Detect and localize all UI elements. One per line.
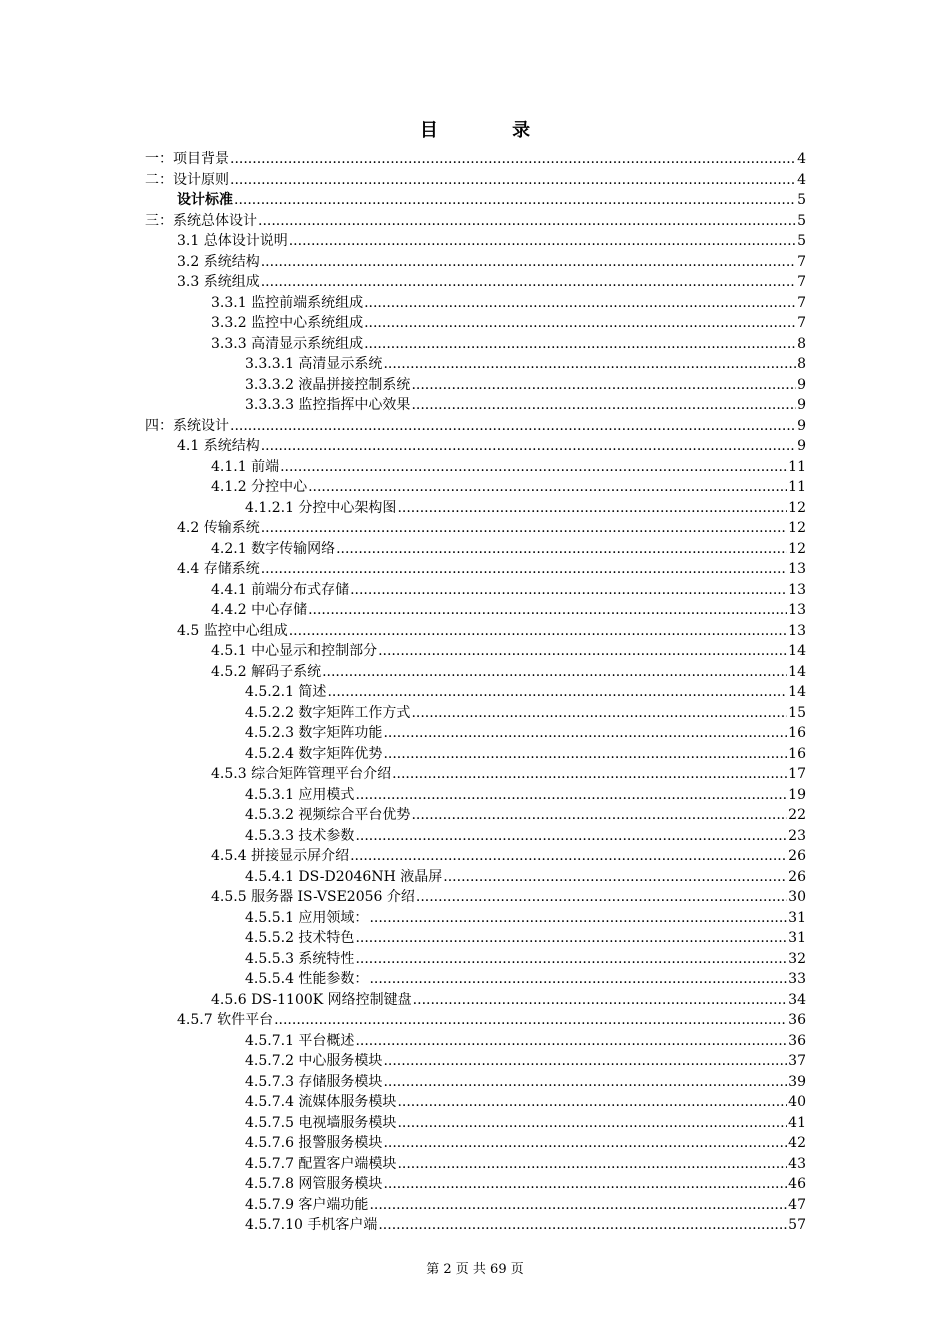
- toc-entry-title: 四：系统设计: [145, 417, 229, 434]
- toc-dot-leader: [355, 1031, 787, 1052]
- toc-title: 目 录: [419, 120, 565, 141]
- toc-entry-page: 34: [788, 991, 806, 1008]
- toc-dot-leader: [261, 272, 796, 293]
- toc-entry-title: 4.5.2.4 数字矩阵优势: [245, 745, 383, 762]
- toc-dot-leader: [383, 1072, 787, 1093]
- toc-entry-title: 4.5.2 解码子系统: [211, 663, 322, 680]
- toc-entry[interactable]: [145, 1154, 806, 1175]
- toc-entry-page: 15: [788, 704, 806, 721]
- toc-entry-title: 3.3.3.2 液晶拼接控制系统: [245, 376, 411, 393]
- toc-entry[interactable]: [145, 518, 806, 539]
- toc-entry-page: 16: [788, 745, 806, 762]
- table-of-contents: [145, 149, 806, 1236]
- toc-entry-page: 9: [797, 417, 806, 434]
- toc-entry-title: 4.5.3.3 技术参数: [245, 827, 355, 844]
- toc-entry-page: 7: [797, 315, 806, 331]
- toc-entry-title: 4.5.6 DS-1100K 网络控制键盘: [211, 991, 412, 1008]
- toc-entry[interactable]: [145, 313, 806, 334]
- toc-dot-leader: [261, 252, 796, 273]
- toc-entry-page: 41: [788, 1114, 806, 1131]
- toc-entry[interactable]: [145, 1215, 806, 1236]
- toc-entry-page: 4: [797, 171, 806, 188]
- toc-entry[interactable]: [145, 1072, 806, 1093]
- toc-entry-page: 46: [788, 1176, 806, 1192]
- toc-entry[interactable]: [145, 211, 806, 232]
- toc-entry-page: 33: [788, 971, 806, 987]
- toc-entry[interactable]: [145, 600, 806, 621]
- toc-entry-page: 7: [797, 274, 806, 290]
- toc-entry-page: 19: [788, 786, 806, 803]
- toc-dot-leader: [397, 498, 787, 519]
- toc-entry-page: 4: [797, 151, 806, 167]
- toc-entry-page: 36: [788, 1032, 806, 1049]
- toc-dot-leader: [274, 1010, 787, 1031]
- toc-entry-page: 9: [797, 376, 806, 393]
- toc-entry[interactable]: [145, 744, 806, 765]
- toc-entry-title: 4.5.5.3 系统特性: [245, 950, 355, 967]
- toc-entry[interactable]: [145, 580, 806, 601]
- toc-entry-title: 3.3.1 监控前端系统组成: [211, 294, 364, 311]
- toc-entry[interactable]: [145, 539, 806, 560]
- toc-entry[interactable]: [145, 1051, 806, 1072]
- toc-dot-leader: [350, 846, 787, 867]
- toc-entry-title: 4.5.5.2 技术特色: [245, 930, 355, 946]
- toc-entry-title: 三：系统总体设计: [145, 212, 257, 229]
- toc-entry-title: 4.5.7 软件平台: [177, 1012, 274, 1028]
- toc-entry[interactable]: [145, 252, 806, 273]
- toc-dot-leader: [383, 354, 796, 375]
- toc-dot-leader: [383, 1133, 787, 1154]
- toc-entry-title: 4.5.7.10 手机客户端: [245, 1217, 378, 1233]
- toc-dot-leader: [411, 805, 787, 826]
- toc-entry[interactable]: [145, 785, 806, 806]
- toc-entry-title: 3.3.3.3 监控指挥中心效果: [245, 397, 411, 413]
- toc-dot-leader: [397, 1092, 787, 1113]
- toc-entry-page: 11: [788, 458, 806, 475]
- toc-dot-leader: [308, 477, 787, 498]
- toc-dot-leader: [261, 518, 787, 539]
- toc-dot-leader: [392, 764, 787, 785]
- toc-entry[interactable]: [145, 928, 806, 949]
- toc-entry[interactable]: [145, 1113, 806, 1134]
- toc-entry-page: 14: [788, 643, 806, 659]
- toc-entry-title: 4.2.1 数字传输网络: [211, 540, 336, 557]
- toc-entry-title: 4.5.5.1 应用领域：: [245, 909, 369, 926]
- toc-entry-page: 12: [788, 499, 806, 516]
- toc-entry-page: 42: [788, 1135, 806, 1151]
- toc-dot-leader: [234, 190, 796, 211]
- toc-dot-leader: [383, 1051, 787, 1072]
- toc-entry-page: 37: [788, 1053, 806, 1069]
- toc-dot-leader: [364, 293, 796, 314]
- toc-entry[interactable]: [145, 703, 806, 724]
- toc-entry-page: 14: [788, 663, 806, 680]
- toc-dot-leader: [383, 1174, 787, 1195]
- toc-entry-title: 4.1 系统结构: [177, 438, 260, 454]
- toc-entry-page: 31: [788, 909, 806, 926]
- toc-dot-leader: [258, 211, 796, 232]
- toc-entry-page: 5: [797, 233, 806, 249]
- toc-entry-page: 13: [788, 602, 806, 618]
- toc-entry-page: 17: [788, 766, 806, 782]
- toc-entry-page: 36: [788, 1012, 806, 1028]
- toc-entry[interactable]: [145, 375, 806, 396]
- toc-entry[interactable]: [145, 826, 806, 847]
- toc-entry-title: 4.5.2.3 数字矩阵功能: [245, 725, 383, 741]
- toc-entry[interactable]: [145, 170, 806, 191]
- toc-dot-leader: [383, 744, 787, 765]
- toc-entry-title: 4.2 传输系统: [177, 520, 260, 536]
- toc-entry-title: 4.5.7.6 报警服务模块: [245, 1135, 383, 1151]
- toc-entry-page: 7: [797, 294, 806, 311]
- toc-entry-title: 二：设计原则: [145, 171, 229, 188]
- toc-dot-leader: [355, 826, 787, 847]
- toc-entry-title: 4.5.7.8 网管服务模块: [245, 1176, 383, 1192]
- toc-entry[interactable]: [145, 149, 806, 170]
- toc-entry-page: 9: [797, 397, 806, 413]
- toc-dot-leader: [411, 703, 787, 724]
- page-footer: 第 2 页 共 69 页: [426, 1262, 524, 1277]
- toc-entry-title: 4.5.7.7 配置客户端模块: [245, 1155, 397, 1172]
- toc-entry-page: 31: [788, 930, 806, 946]
- toc-entry-title: 4.5.7.5 电视墙服务模块: [245, 1114, 397, 1131]
- toc-entry[interactable]: [145, 272, 806, 293]
- toc-dot-leader: [413, 990, 788, 1011]
- toc-entry-title: 4.5.2.2 数字矩阵工作方式: [245, 704, 411, 721]
- toc-dot-leader: [369, 969, 787, 990]
- toc-entry-title: 3.3.3.1 高清显示系统: [245, 356, 383, 372]
- toc-dot-leader: [230, 149, 796, 170]
- toc-entry-page: 26: [788, 848, 806, 864]
- toc-entry-page: 5: [797, 212, 806, 229]
- toc-entry-title: 一：项目背景: [145, 151, 229, 167]
- toc-dot-leader: [416, 887, 787, 908]
- toc-entry[interactable]: [145, 846, 806, 867]
- toc-entry-page: 26: [788, 868, 806, 885]
- toc-dot-leader: [355, 785, 787, 806]
- toc-entry[interactable]: [145, 662, 806, 683]
- toc-entry-page: 47: [788, 1196, 806, 1213]
- toc-entry-page: 39: [788, 1073, 806, 1090]
- toc-entry-title: 3.2 系统结构: [177, 253, 260, 270]
- toc-entry[interactable]: [145, 621, 806, 642]
- toc-entry[interactable]: [145, 293, 806, 314]
- toc-entry-title: 3.3.3 高清显示系统组成: [211, 335, 364, 352]
- toc-dot-leader: [322, 662, 787, 683]
- toc-dot-leader: [230, 416, 796, 437]
- toc-entry[interactable]: [145, 805, 806, 826]
- toc-entry[interactable]: [145, 867, 806, 888]
- toc-entry[interactable]: [145, 457, 806, 478]
- toc-entry[interactable]: [145, 395, 806, 416]
- toc-entry-title: 设计标准: [177, 192, 233, 208]
- toc-entry[interactable]: [145, 477, 806, 498]
- toc-dot-leader: [397, 1154, 787, 1175]
- toc-dot-leader: [383, 723, 787, 744]
- toc-entry-page: 5: [797, 192, 806, 208]
- toc-dot-leader: [336, 539, 787, 560]
- toc-dot-leader: [369, 908, 787, 929]
- toc-entry-title: 3.3.2 监控中心系统组成: [211, 315, 364, 331]
- toc-entry-title: 4.1.2 分控中心: [211, 479, 308, 495]
- toc-dot-leader: [411, 395, 796, 416]
- toc-entry-page: 13: [788, 561, 806, 577]
- toc-entry[interactable]: [145, 436, 806, 457]
- toc-entry-page: 30: [788, 889, 806, 905]
- toc-entry-title: 4.1.1 前端: [211, 458, 280, 475]
- toc-entry[interactable]: [145, 1133, 806, 1154]
- toc-entry-page: 22: [788, 807, 806, 823]
- toc-dot-leader: [280, 457, 787, 478]
- toc-entry-page: 8: [797, 356, 806, 372]
- toc-entry[interactable]: [145, 1092, 806, 1113]
- toc-dot-leader: [443, 867, 787, 888]
- toc-dot-leader: [230, 170, 796, 191]
- toc-entry-page: 12: [788, 520, 806, 536]
- toc-entry[interactable]: [145, 723, 806, 744]
- toc-entry[interactable]: [145, 190, 806, 211]
- toc-entry[interactable]: [145, 1195, 806, 1216]
- toc-dot-leader: [261, 559, 787, 580]
- toc-dot-leader: [350, 580, 787, 601]
- toc-dot-leader: [364, 334, 796, 355]
- toc-entry[interactable]: [145, 498, 806, 519]
- toc-entry-title: 4.5.3.2 视频综合平台优势: [245, 807, 411, 823]
- toc-dot-leader: [289, 621, 787, 642]
- toc-entry-title: 4.4.2 中心存储: [211, 602, 308, 618]
- toc-entry[interactable]: [145, 231, 806, 252]
- toc-dot-leader: [378, 641, 787, 662]
- toc-entry[interactable]: [145, 949, 806, 970]
- toc-entry-title: 4.5.1 中心显示和控制部分: [211, 643, 378, 659]
- toc-entry-page: 7: [797, 253, 806, 270]
- toc-entry-title: 4.5.5.4 性能参数：: [245, 971, 369, 987]
- toc-entry-title: 4.5.4.1 DS-D2046NH 液晶屏: [245, 868, 443, 885]
- toc-entry-page: 13: [788, 622, 806, 639]
- toc-entry-title: 4.5.7.9 客户端功能: [245, 1196, 369, 1213]
- toc-entry[interactable]: [145, 908, 806, 929]
- toc-entry-title: 4.5.7.3 存储服务模块: [245, 1073, 383, 1090]
- toc-entry-title: 3.3 系统组成: [177, 274, 260, 290]
- toc-entry-title: 4.4 存储系统: [177, 561, 260, 577]
- toc-entry-title: 4.1.2.1 分控中心架构图: [245, 499, 397, 516]
- toc-entry-page: 57: [788, 1217, 806, 1233]
- toc-entry-page: 12: [788, 540, 806, 557]
- toc-entry-page: 11: [788, 479, 806, 495]
- toc-entry-title: 4.5.5 服务器 IS-VSE2056 介绍: [211, 889, 415, 905]
- toc-entry-page: 32: [788, 950, 806, 967]
- toc-entry[interactable]: [145, 764, 806, 785]
- toc-entry-title: 4.5.7.4 流媒体服务模块: [245, 1094, 397, 1110]
- toc-dot-leader: [289, 231, 796, 252]
- toc-entry-page: 14: [788, 684, 806, 700]
- toc-dot-leader: [397, 1113, 787, 1134]
- toc-entry[interactable]: [145, 1010, 806, 1031]
- toc-entry[interactable]: [145, 887, 806, 908]
- toc-entry[interactable]: [145, 354, 806, 375]
- toc-dot-leader: [355, 949, 787, 970]
- toc-entry[interactable]: [145, 1174, 806, 1195]
- toc-entry-page: 8: [797, 335, 806, 352]
- toc-entry-title: 4.5.3 综合矩阵管理平台介绍: [211, 766, 392, 782]
- toc-entry-title: 4.5.7.2 中心服务模块: [245, 1053, 383, 1069]
- toc-dot-leader: [411, 375, 796, 396]
- toc-entry-title: 4.4.1 前端分布式存储: [211, 581, 350, 598]
- toc-entry-title: 4.5.7.1 平台概述: [245, 1032, 355, 1049]
- toc-dot-leader: [369, 1195, 787, 1216]
- toc-dot-leader: [308, 600, 787, 621]
- toc-entry-title: 4.5 监控中心组成: [177, 622, 288, 639]
- toc-entry-page: 13: [788, 581, 806, 598]
- toc-dot-leader: [378, 1215, 787, 1236]
- toc-entry-page: 40: [788, 1094, 806, 1110]
- toc-entry-title: 4.5.3.1 应用模式: [245, 786, 355, 803]
- toc-entry[interactable]: [145, 969, 806, 990]
- toc-entry[interactable]: [145, 641, 806, 662]
- toc-dot-leader: [327, 682, 787, 703]
- toc-entry[interactable]: [145, 1031, 806, 1052]
- toc-dot-leader: [261, 436, 796, 457]
- toc-entry-title: 4.5.4 拼接显示屏介绍: [211, 848, 350, 864]
- toc-entry-page: 23: [788, 827, 806, 844]
- toc-entry[interactable]: [145, 559, 806, 580]
- toc-dot-leader: [364, 313, 796, 334]
- toc-entry-page: 43: [788, 1155, 806, 1172]
- toc-entry[interactable]: [145, 334, 806, 355]
- toc-entry-page: 9: [797, 438, 806, 454]
- toc-entry-page: 16: [788, 725, 806, 741]
- toc-entry-title: 3.1 总体设计说明: [177, 233, 288, 249]
- toc-entry-title: 4.5.2.1 简述: [245, 684, 327, 700]
- toc-entry[interactable]: [145, 682, 806, 703]
- toc-entry[interactable]: [145, 990, 806, 1011]
- toc-dot-leader: [355, 928, 787, 949]
- toc-entry[interactable]: [145, 416, 806, 437]
